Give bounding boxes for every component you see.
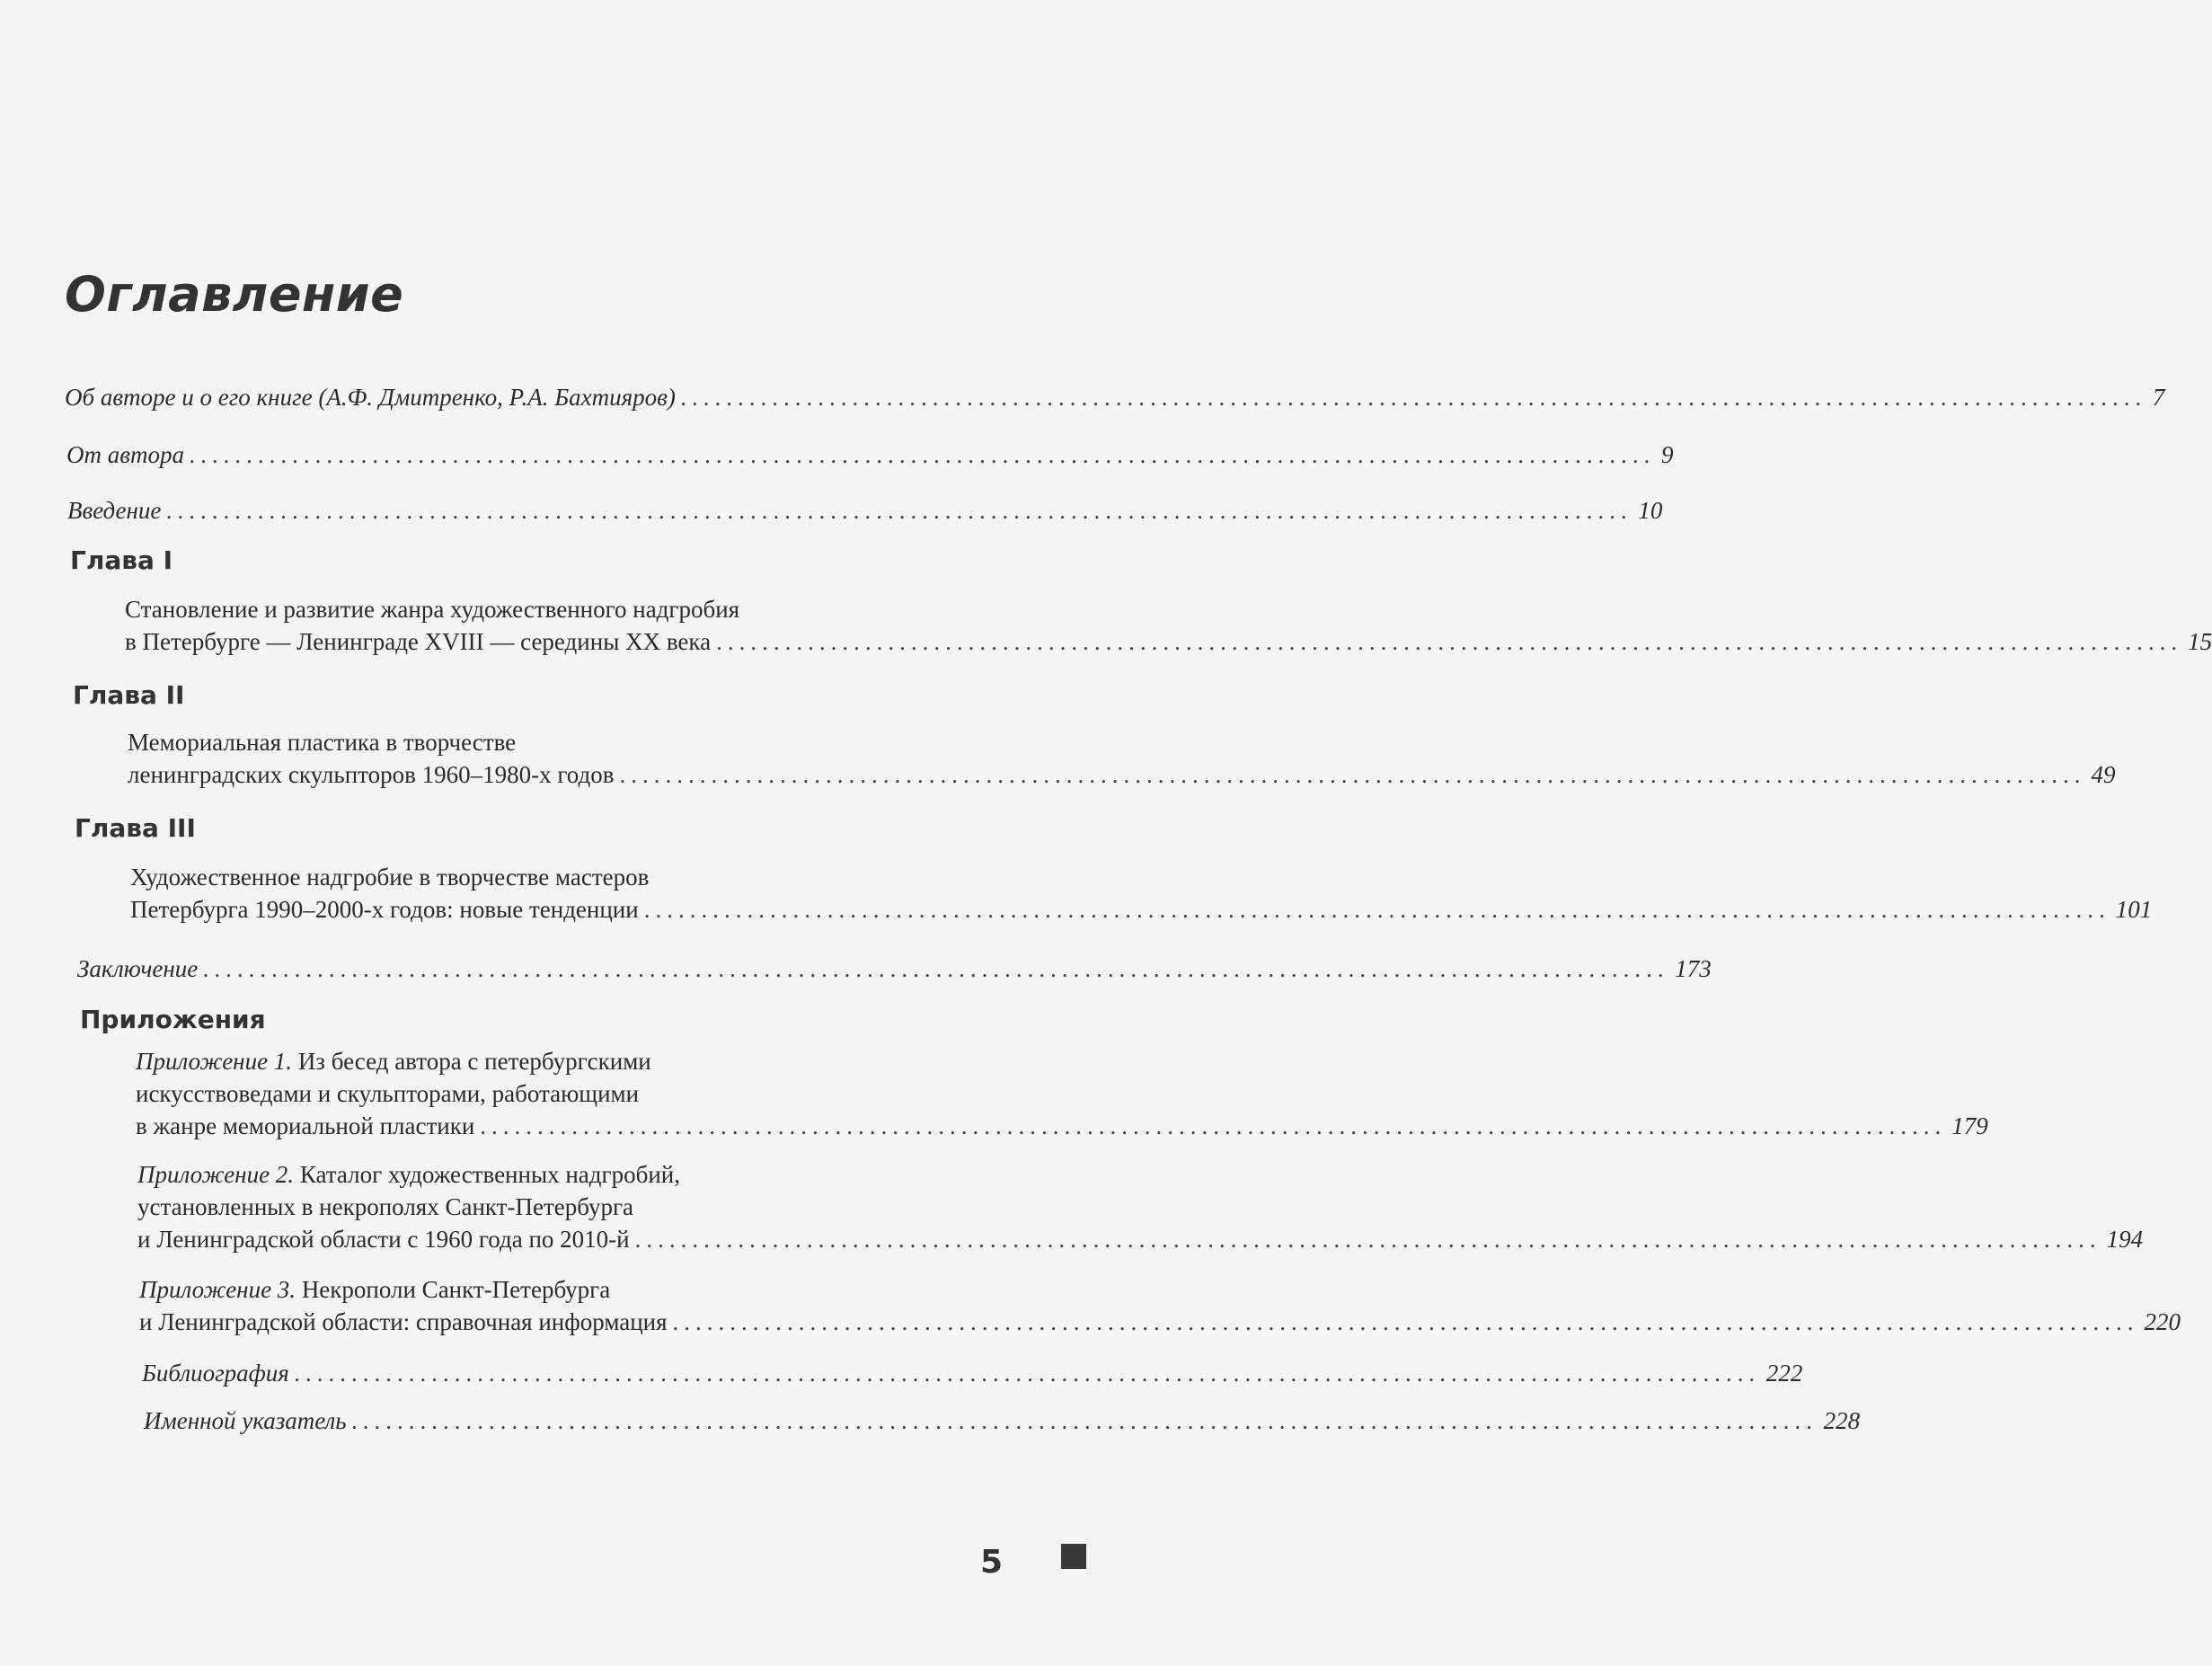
appendix-label: Приложение 3.	[139, 1276, 296, 1303]
toc-entry-chapter-2[interactable]	[128, 726, 2116, 791]
toc-page-number: 228	[1823, 1407, 1861, 1434]
folio-square-mark	[1061, 1544, 1086, 1569]
leader-dots: ................................................................................................................................	[480, 1112, 1947, 1139]
toc-entry-chapter-1[interactable]	[125, 593, 2212, 658]
toc-entry-line: в жанре мемориальной пластики	[136, 1112, 475, 1139]
toc-page-number: 10	[1638, 497, 1663, 524]
leader-dots: ................................................................................................................................	[294, 1360, 1761, 1387]
toc-entry-about-author[interactable]	[65, 381, 2165, 413]
toc-entry-line: и Ленинградской области: справочная информация	[139, 1308, 668, 1335]
leader-dots: ................................................................................................................................	[203, 955, 1670, 982]
toc-page-number: 7	[2152, 384, 2165, 411]
toc-page-number: 9	[1660, 441, 1674, 468]
toc-page-number: 173	[1675, 955, 1712, 982]
toc-entry-text: Заключение	[77, 955, 199, 982]
toc-entry-line: Художественное надгробие в творчестве мастеров	[130, 864, 650, 891]
toc-entry-line: в Петербурге — Ленинграде XVIII — середины XX века	[125, 628, 712, 655]
page-number: 5	[980, 1544, 1004, 1581]
leader-dots: ................................................................................................................................	[189, 441, 1656, 468]
appendix-label: Приложение 2.	[137, 1161, 295, 1188]
toc-entry-line: Петербурга 1990–2000-х годов: новые тенденции	[130, 896, 639, 923]
toc-page-number: 101	[2115, 896, 2153, 923]
toc-entry-text: От автора	[66, 441, 184, 468]
toc-entry-bibliography[interactable]	[142, 1357, 1803, 1389]
leader-dots: ................................................................................................................................	[680, 384, 2147, 411]
toc-entry-text: Именной указатель	[144, 1407, 347, 1434]
toc-page-number: 49	[2091, 761, 2116, 788]
toc-entry-from-author[interactable]	[66, 439, 1674, 471]
toc-entry-text: Введение	[67, 497, 162, 524]
chapter-heading-1: Глава I	[70, 545, 173, 575]
leader-dots: ................................................................................................................................	[643, 896, 2110, 923]
toc-entry-conclusion[interactable]	[77, 953, 1712, 985]
toc-entry-introduction[interactable]	[67, 494, 1663, 527]
toc-entry-text: Библиография	[142, 1360, 289, 1387]
toc-page-number: 220	[2144, 1308, 2181, 1335]
toc-page-number: 194	[2106, 1226, 2144, 1253]
toc-entry-line: Каталог художественных надгробий,	[299, 1161, 680, 1188]
toc-entry-line: Мемориальная пластика в творчестве	[128, 729, 517, 756]
toc-page-number: 222	[1765, 1360, 1803, 1387]
chapter-heading-2: Глава II	[73, 680, 185, 710]
leader-dots: ................................................................................................................................	[166, 497, 1633, 524]
toc-page-number: 179	[1951, 1112, 1988, 1139]
leader-dots: ................................................................................................................................	[672, 1308, 2139, 1335]
toc-entry-line: Становление и развитие жанра художественного надгробия	[125, 596, 740, 623]
leader-dots: ................................................................................................................................	[716, 628, 2183, 655]
toc-entry-text: Об авторе и о его книге (А.Ф. Дмитренко, Р.А. Бахтияров)	[65, 384, 676, 411]
toc-entry-line: ленинградских скульпторов 1960–1980-х годов	[128, 761, 615, 788]
toc-entry-line: и Ленинградской области с 1960 года по 2010-й	[137, 1226, 630, 1253]
toc-entry-appendix-1[interactable]	[136, 1045, 1988, 1142]
toc-entry-appendix-2[interactable]	[137, 1158, 2144, 1255]
leader-dots: ................................................................................................................................	[351, 1407, 1818, 1434]
toc-entry-line: искусствоведами и скульпторами, работающими	[136, 1080, 640, 1107]
toc-entry-name-index[interactable]	[144, 1405, 1861, 1437]
toc-entry-line: установленных в некрополях Санкт-Петербурга	[137, 1193, 633, 1220]
toc-page-number: 15	[2188, 628, 2212, 655]
toc-entry-appendix-3[interactable]	[139, 1273, 2181, 1338]
page-title: Оглавление	[65, 266, 404, 323]
leader-dots: ................................................................................................................................	[634, 1226, 2101, 1253]
appendix-label: Приложение 1.	[136, 1048, 293, 1075]
appendices-heading: Приложения	[80, 1005, 266, 1034]
chapter-heading-3: Глава III	[75, 813, 196, 843]
toc-entry-line: Из бесед автора с петербургскими	[297, 1048, 651, 1075]
toc-entry-line: Некрополи Санкт-Петербурга	[301, 1276, 611, 1303]
toc-entry-chapter-3[interactable]	[130, 861, 2153, 926]
leader-dots: ................................................................................................................................	[619, 761, 2086, 788]
